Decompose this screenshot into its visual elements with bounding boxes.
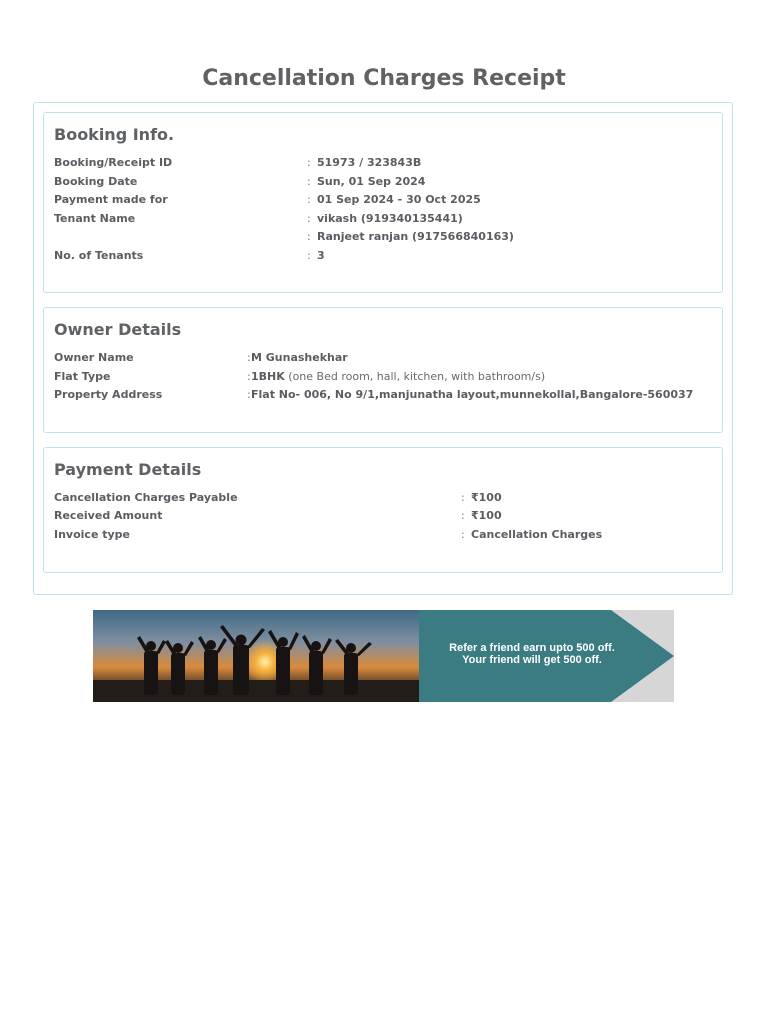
separator: :: [247, 370, 251, 383]
separator: :: [461, 491, 465, 504]
invoice-type-label: Invoice type: [54, 528, 130, 541]
received-amount-value: ₹100: [471, 509, 502, 522]
flat-type-note: (one Bed room, hall, kitchen, with bathroom/s): [284, 370, 546, 383]
payment-made-for-label: Payment made for: [54, 193, 168, 206]
referral-banner-graphic: [93, 610, 674, 702]
owner-name-label: Owner Name: [54, 351, 134, 364]
banner-line-2: Your friend will get 500 off.: [462, 654, 602, 666]
owner-details-section: [43, 307, 723, 433]
booking-date-value: Sun, 01 Sep 2024: [317, 175, 426, 188]
separator: :: [247, 388, 251, 401]
tenant-name-value: vikash (919340135441): [317, 212, 463, 225]
separator: :: [307, 175, 311, 188]
owner-details-heading: Owner Details: [54, 320, 182, 339]
cancellation-charges-value: ₹100: [471, 491, 502, 504]
page-title: Cancellation Charges Receipt: [202, 66, 566, 91]
separator: :: [307, 230, 311, 243]
received-amount-label: Received Amount: [54, 509, 163, 522]
invoice-type-value: Cancellation Charges: [471, 528, 603, 541]
booking-info-section: [43, 112, 723, 293]
flat-type-label: Flat Type: [54, 370, 111, 383]
tenant-name-value-2: Ranjeet ranjan (917566840163): [317, 230, 514, 243]
referral-banner[interactable]: [93, 610, 674, 702]
tenant-name-label: Tenant Name: [54, 212, 136, 225]
booking-receipt-id-value: 51973 / 323843B: [317, 156, 422, 169]
owner-name-value: M Gunashekhar: [251, 351, 348, 364]
property-address-label: Property Address: [54, 388, 163, 401]
separator: :: [247, 351, 251, 364]
separator: :: [307, 249, 311, 262]
booking-date-label: Booking Date: [54, 175, 138, 188]
separator: :: [307, 156, 311, 169]
separator: :: [461, 509, 465, 522]
booking-receipt-id-label: Booking/Receipt ID: [54, 156, 173, 169]
separator: :: [307, 193, 311, 206]
separator: :: [307, 212, 311, 225]
payment-made-for-value: 01 Sep 2024 - 30 Oct 2025: [317, 193, 481, 206]
booking-info-heading: Booking Info.: [54, 125, 175, 144]
cancellation-charges-label: Cancellation Charges Payable: [54, 491, 238, 504]
payment-details-heading: Payment Details: [54, 460, 202, 479]
flat-type-code: 1BHK: [251, 370, 285, 383]
flat-type-value: [251, 369, 545, 385]
ground: [93, 680, 419, 702]
payment-details-section: [43, 447, 723, 573]
separator: :: [461, 528, 465, 541]
banner-line-1: Refer a friend earn upto 500 off.: [449, 642, 615, 654]
property-address-value: Flat No- 006, No 9/1,manjunatha layout,munnekollal,Bangalore-560037: [251, 388, 694, 401]
no-of-tenants-label: No. of Tenants: [54, 249, 144, 262]
no-of-tenants-value: 3: [317, 249, 325, 262]
